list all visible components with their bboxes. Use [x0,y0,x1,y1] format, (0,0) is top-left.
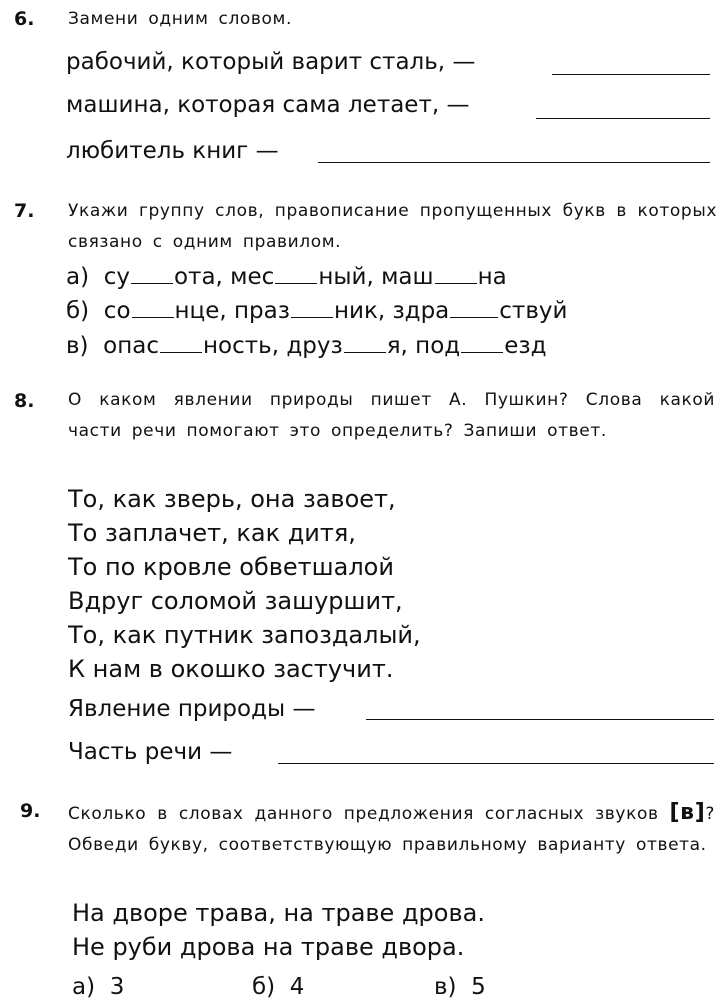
option-label: в) [434,974,457,1000]
word-part: су [103,264,130,290]
task-8-part-of-speech-label: Часть речи — [68,739,233,765]
word-part: ствуй [499,298,568,324]
option-label: а) [66,264,90,290]
poem-line: То по кровле обветшалой [68,553,394,581]
task-8-instruction: О каком явлении природы пишет А. Пушкин? Слова какой части речи помогают это определить? Запиши ответ. [68,390,715,441]
task-7-option-b[interactable] [66,298,567,324]
letter-gap[interactable] [450,299,498,318]
task-9-option-b[interactable] [252,974,304,1000]
task-8-poem [68,482,421,686]
word-part: нце, праз [174,298,290,324]
word-part: опас [103,333,160,359]
letter-gap[interactable] [132,299,174,318]
word-part: езд [504,333,547,359]
task-7-option-a[interactable] [66,264,507,290]
word-part: ник, здра [333,298,450,324]
task-9-number: 9. [20,800,41,822]
task-9-sentence [72,896,485,964]
poem-line: Вдруг соломой зашуршит, [68,587,403,615]
sound-symbol: [в] [669,800,706,825]
task-8-number: 8. [14,390,35,412]
poem-line: К нам в окошко застучит. [68,655,394,683]
word-part: ота, мес [173,264,275,290]
task-9-instruction [68,797,715,861]
task-6-answer-line-3[interactable] [318,162,710,163]
option-value: 4 [289,974,305,1000]
task-6-answer-line-1[interactable] [552,74,710,75]
option-label: в) [66,333,89,359]
poem-line: То заплачет, как дитя, [68,519,356,547]
task-9-option-c[interactable] [434,974,486,1000]
poem-line: То, как путник запоздалый, [68,621,421,649]
task-8-part-of-speech-answer-line[interactable] [278,763,714,764]
task-6-instruction: Замени одним словом. [68,9,292,29]
letter-gap[interactable] [461,334,503,353]
task-8-phenomenon-answer-line[interactable] [366,719,714,720]
word-part: на [477,264,507,290]
letter-gap[interactable] [435,265,477,284]
task-7-instruction: Укажи группу слов, правописание пропущенных букв в которых связано с одним правилом. [68,201,717,252]
task-7-number: 7. [14,200,35,222]
sentence-line: Не руби дрова на траве двора. [72,933,465,961]
task-9-option-a[interactable] [72,974,124,1000]
letter-gap[interactable] [291,299,333,318]
task-6-answer-line-2[interactable] [536,118,710,119]
word-part: ный, маш [318,264,434,290]
option-label: б) [66,298,90,324]
task-8-phenomenon-label: Явление природы — [68,696,316,722]
letter-gap[interactable] [344,334,386,353]
letter-gap[interactable] [160,334,202,353]
option-label: а) [72,974,96,1000]
letter-gap[interactable] [275,265,317,284]
poem-line: То, как зверь, она завоет, [68,485,396,513]
word-part: ность, друз [203,333,343,359]
sentence-line: На дворе трава, на траве дрова. [72,899,485,927]
instruction-text: ? Обведи букву, соответствующую правильному варианту ответа. [68,804,715,855]
option-value: 5 [471,974,486,1000]
task-7-option-c[interactable] [66,333,546,359]
task-6-item-2: машина, которая сама летает, — [66,92,470,118]
word-part: я, под [386,333,461,359]
task-6-item-3: любитель книг — [66,138,279,164]
letter-gap[interactable] [131,265,173,284]
task-6-item-1: рабочий, который варит сталь, — [66,49,476,75]
instruction-text: Сколько в словах данного предложения согласных звуков [68,804,659,824]
option-value: 3 [109,974,125,1000]
word-part: со [103,298,131,324]
task-6-number: 6. [14,8,35,30]
option-label: б) [252,974,276,1000]
